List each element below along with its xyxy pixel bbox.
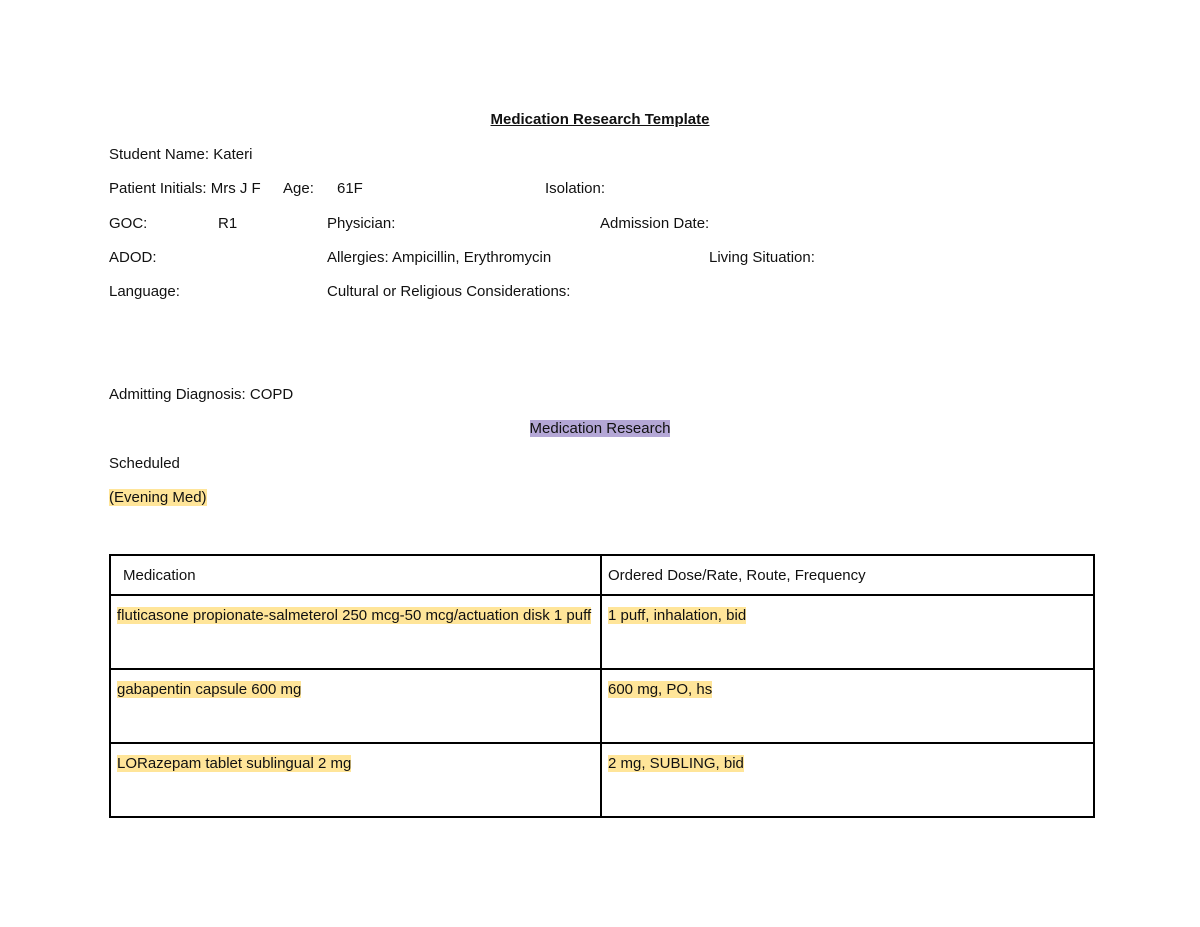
table-row bbox=[110, 595, 1094, 669]
dose-cell bbox=[601, 595, 1094, 669]
evening-med-label bbox=[109, 488, 207, 508]
medication-dose: 1 puff, inhalation, bid bbox=[608, 607, 747, 624]
patient-initials: Patient Initials: Mrs J F bbox=[109, 180, 261, 197]
table-header-row bbox=[110, 555, 1094, 595]
header-dose-text: Ordered Dose/Rate, Route, Frequency bbox=[608, 567, 866, 584]
medication-name: LORazepam tablet sublingual 2 mg bbox=[117, 755, 352, 772]
language-label: Language: bbox=[109, 283, 180, 300]
admitting-diagnosis: Admitting Diagnosis: COPD bbox=[109, 386, 294, 403]
evening-med-text: (Evening Med) bbox=[109, 489, 207, 506]
document-title: Medication Research Template bbox=[490, 111, 710, 128]
admission-date-label: Admission Date: bbox=[600, 215, 710, 232]
medication-research-heading bbox=[0, 419, 1200, 439]
adod-label: ADOD: bbox=[109, 249, 157, 266]
physician-label: Physician: bbox=[327, 215, 396, 232]
header-medication-text: Medication bbox=[123, 567, 196, 584]
living-situation-label: Living Situation: bbox=[709, 249, 815, 266]
age-label: Age: bbox=[283, 180, 314, 197]
medication-dose: 600 mg, PO, hs bbox=[608, 681, 713, 698]
student-name: Student Name: Kateri bbox=[109, 146, 253, 163]
scheduled-label: Scheduled bbox=[109, 455, 180, 472]
table-row bbox=[110, 743, 1094, 817]
table-row bbox=[110, 669, 1094, 743]
isolation-label: Isolation: bbox=[545, 180, 606, 197]
medication-cell bbox=[110, 669, 601, 743]
medication-cell bbox=[110, 595, 601, 669]
age-value: 61F bbox=[337, 180, 363, 197]
medication-name: fluticasone propionate-salmeterol 250 mcg-50 mcg/actuation disk 1 puff bbox=[117, 607, 592, 624]
header-medication bbox=[110, 555, 601, 595]
cultural-considerations-label: Cultural or Religious Considerations: bbox=[327, 283, 571, 300]
medication-table bbox=[109, 554, 1095, 818]
header-dose bbox=[601, 555, 1094, 595]
goc-value: R1 bbox=[218, 215, 238, 232]
dose-cell bbox=[601, 743, 1094, 817]
allergies: Allergies: Ampicillin, Erythromycin bbox=[327, 249, 552, 266]
medication-dose: 2 mg, SUBLING, bid bbox=[608, 755, 744, 772]
goc-label: GOC: bbox=[109, 215, 148, 232]
medication-cell bbox=[110, 743, 601, 817]
dose-cell bbox=[601, 669, 1094, 743]
medication-name: gabapentin capsule 600 mg bbox=[117, 681, 302, 698]
medication-research-title: Medication Research bbox=[529, 420, 671, 437]
